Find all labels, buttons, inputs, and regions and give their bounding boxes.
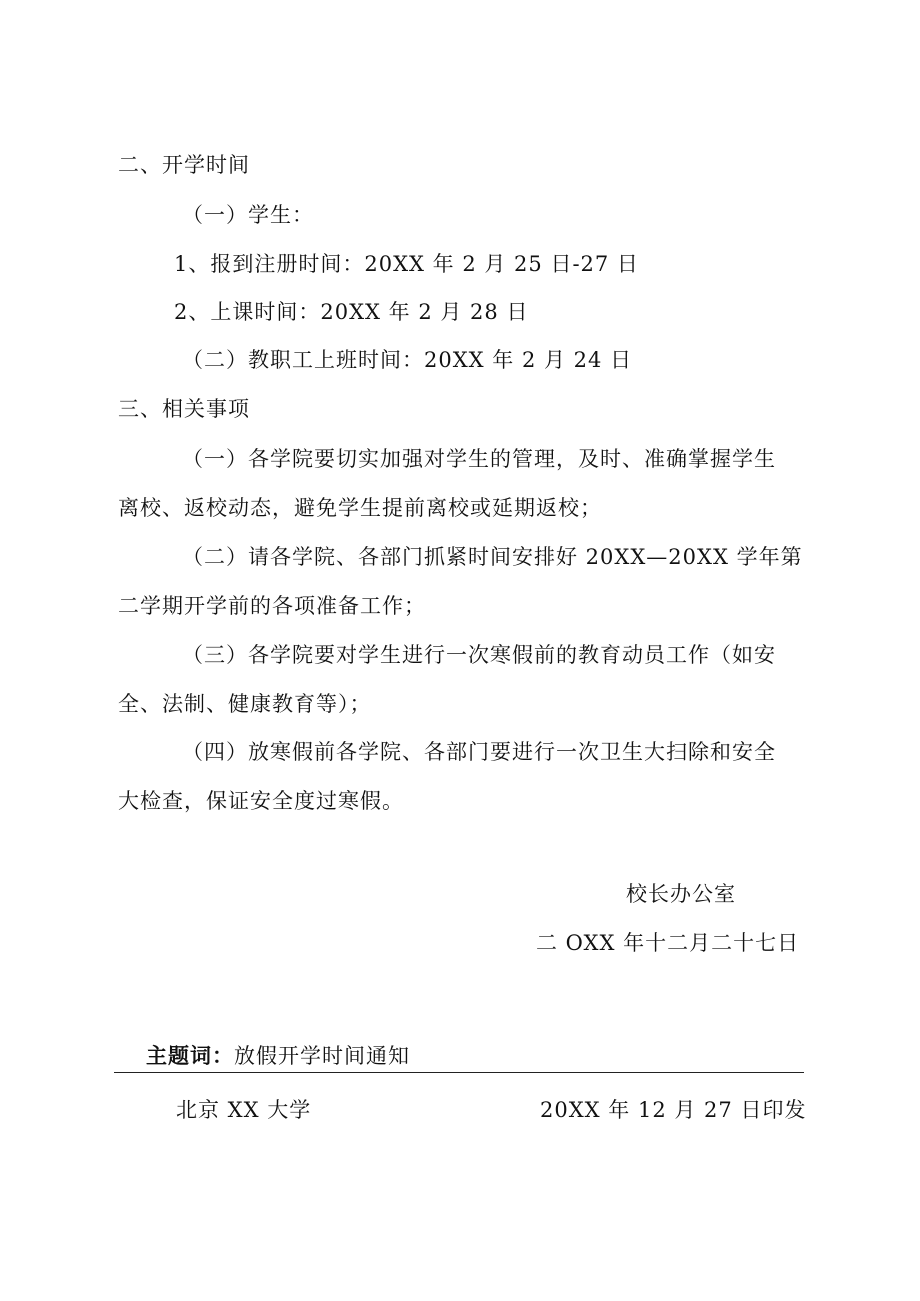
- paragraph-2-line-2: 二学期开学前的各项准备工作；: [118, 594, 426, 618]
- paragraph-3-line-2: 全、法制、健康教育等）；: [118, 692, 372, 716]
- paragraph-2-line-1: （二）请各学院、各部门抓紧时间安排好 20XX—20XX 学年第: [182, 545, 803, 569]
- registration-time: 1、报到注册时间：20XX 年 2 月 25 日-27 日: [174, 252, 639, 276]
- paragraph-3-line-1: （三）各学院要对学生进行一次寒假前的教育动员工作（如安: [182, 643, 776, 667]
- paragraph-4-line-2: 大检查，保证安全度过寒假。: [118, 789, 404, 813]
- signature-date: 二 OXX 年十二月二十七日: [536, 931, 800, 955]
- students-heading: （一）学生：: [182, 203, 314, 227]
- section3-heading: 三、相关事项: [118, 397, 250, 421]
- paragraph-1-line-2: 离校、返校动态，避免学生提前离校或延期返校；: [118, 496, 602, 520]
- section2-heading: 二、开学时间: [118, 153, 250, 177]
- footer-issue-date: 20XX 年 12 月 27 日印发: [540, 1098, 807, 1122]
- footer-divider: [114, 1072, 804, 1073]
- keywords-row: [146, 1042, 410, 1070]
- signature-office: 校长办公室: [626, 882, 736, 906]
- staff-start-time: （二）教职工上班时间：20XX 年 2 月 24 日: [182, 348, 633, 372]
- paragraph-4-line-1: （四）放寒假前各学院、各部门要进行一次卫生大扫除和安全: [182, 740, 776, 764]
- class-start-time: 2、上课时间：20XX 年 2 月 28 日: [174, 300, 529, 324]
- footer-issuer: 北京 XX 大学: [176, 1098, 312, 1122]
- paragraph-1-line-1: （一）各学院要切实加强对学生的管理，及时、准确掌握学生: [182, 447, 776, 471]
- keywords-value: 放假开学时间通知: [234, 1044, 410, 1068]
- keywords-label: 主题词：: [146, 1044, 234, 1068]
